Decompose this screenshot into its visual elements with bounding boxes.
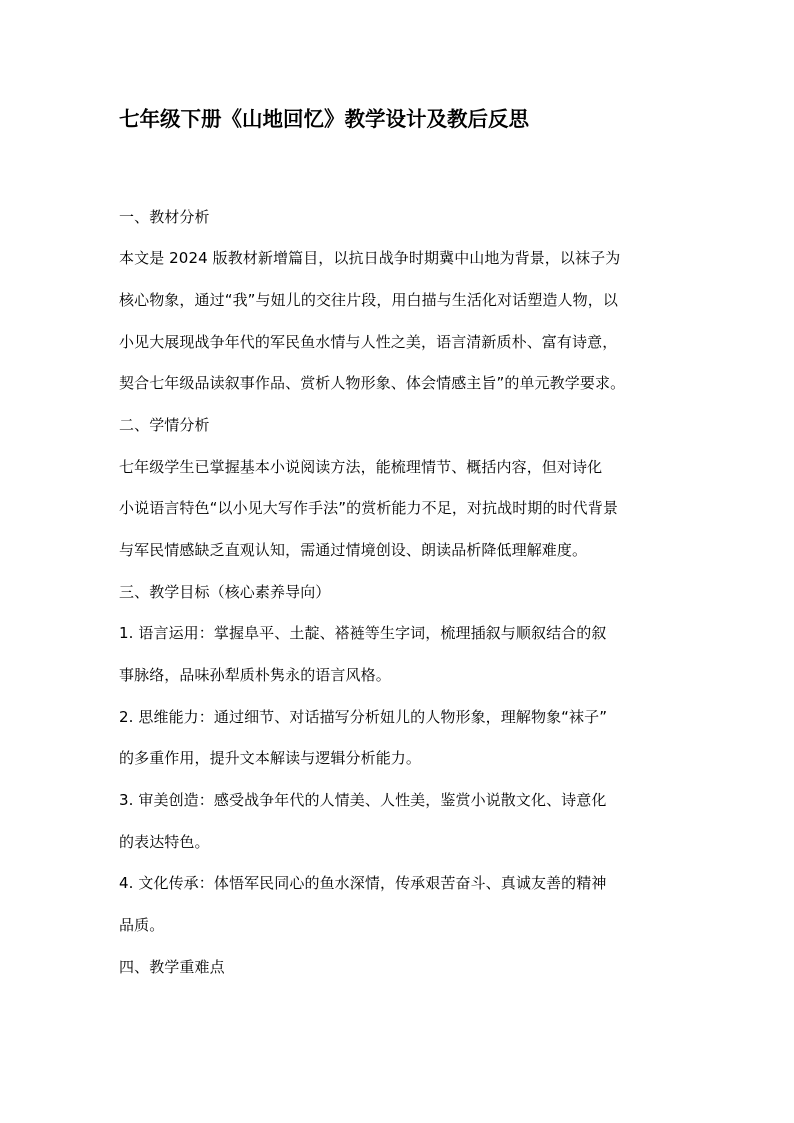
paragraph-line: 核心物象，通过“我”与妞儿的交往片段，用白描与生活化对话塑造人物，以	[119, 291, 618, 309]
section-heading-1: 一、教材分析	[119, 208, 210, 226]
paragraph-line: 小说语言特色“以小见大写作手法”的赏析能力不足，对抗战时期的时代背景	[119, 499, 618, 517]
paragraph-line: 小见大展现战争年代的军民鱼水情与人性之美，语言清新质朴、富有诗意，	[119, 333, 618, 351]
section-heading-2: 二、学情分析	[119, 416, 210, 434]
paragraph-line: 七年级学生已掌握基本小说阅读方法，能梳理情节、概括内容，但对诗化	[119, 458, 603, 476]
paragraph-line: 与军民情感缺乏直观认知，需通过情境创设、朗读品析降低理解难度。	[119, 541, 588, 559]
section-heading-3: 三、教学目标（核心素养导向）	[119, 583, 331, 601]
list-item-continuation: 品质。	[119, 916, 165, 934]
document-title: 七年级下册《山地回忆》教学设计及教后反思	[119, 107, 529, 131]
section-heading-4: 四、教学重难点	[119, 958, 225, 976]
list-item: 4. 文化传承：体悟军民同心的鱼水深情，传承艰苦奋斗、真诚友善的精神	[119, 874, 607, 892]
list-item-continuation: 的表达特色。	[119, 833, 210, 851]
list-item: 3. 审美创造：感受战争年代的人情美、人性美，鉴赏小说散文化、诗意化	[119, 791, 607, 809]
paragraph-line: 契合七年级品读叙事作品、赏析人物形象、体会情感主旨”的单元教学要求。	[119, 374, 626, 392]
list-item: 1. 语言运用：掌握阜平、土靛、褡裢等生字词，梳理插叙与顺叙结合的叙	[119, 624, 607, 642]
list-item-continuation: 的多重作用，提升文本解读与逻辑分析能力。	[119, 749, 422, 767]
list-item: 2. 思维能力：通过细节、对话描写分析妞儿的人物形象，理解物象“袜子”	[119, 708, 608, 726]
list-item-continuation: 事脉络，品味孙犁质朴隽永的语言风格。	[119, 666, 391, 684]
paragraph-line: 本文是 2024 版教材新增篇目，以抗日战争时期冀中山地为背景，以袜子为	[119, 249, 621, 267]
